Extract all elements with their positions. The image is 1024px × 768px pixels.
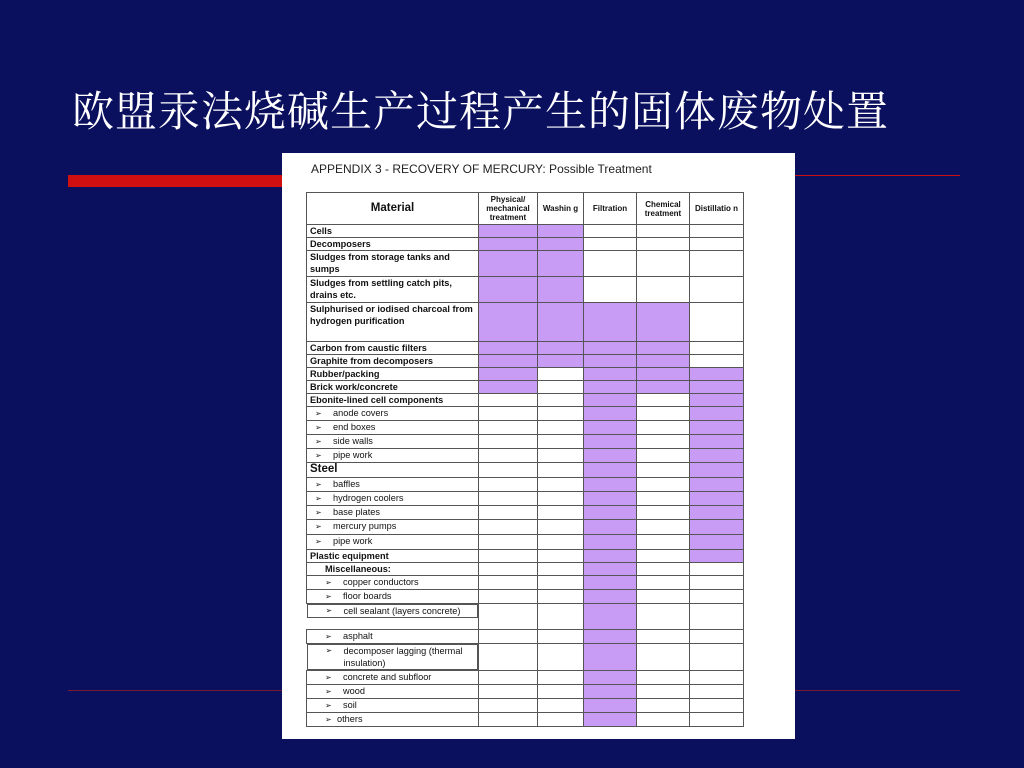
material-cell — [307, 520, 479, 535]
material-cell — [307, 590, 479, 604]
treatment-cell-applicable — [584, 644, 637, 671]
treatment-cell-applicable — [637, 355, 690, 368]
material-cell — [307, 449, 479, 463]
row-label: copper conductors — [343, 577, 419, 587]
treatment-cell-empty — [538, 699, 584, 713]
material-cell — [307, 576, 479, 590]
treatment-cell-applicable — [584, 713, 637, 727]
header-chemical: Chemical treatment — [637, 193, 690, 225]
bullet-arrow-icon: ➢ — [325, 632, 332, 641]
treatment-table-wrap — [306, 192, 744, 727]
row-label: Carbon from caustic filters — [307, 342, 479, 355]
treatment-cell-empty — [538, 671, 584, 685]
treatment-cell-empty — [584, 277, 637, 303]
bullet-arrow-icon: ➢ — [315, 423, 322, 432]
material-cell — [307, 506, 479, 520]
treatment-cell-applicable — [690, 478, 744, 492]
treatment-cell-empty — [538, 381, 584, 394]
treatment-cell-applicable — [584, 563, 637, 576]
treatment-cell-applicable — [479, 355, 538, 368]
treatment-cell-applicable — [690, 506, 744, 520]
treatment-cell-empty — [637, 604, 690, 630]
table-row — [307, 342, 744, 355]
treatment-cell-empty — [538, 550, 584, 563]
material-cell — [307, 644, 479, 670]
treatment-cell-applicable — [584, 506, 637, 520]
table-row — [307, 421, 744, 435]
treatment-cell-empty — [637, 520, 690, 535]
treatment-cell-applicable — [690, 435, 744, 449]
header-filtration: Filtration — [584, 193, 637, 225]
table-row — [307, 368, 744, 381]
treatment-cell-applicable — [538, 238, 584, 251]
treatment-cell-empty — [690, 713, 744, 727]
bullet-arrow-icon: ➢ — [315, 494, 322, 503]
treatment-cell-empty — [637, 251, 690, 277]
treatment-cell-empty — [538, 394, 584, 407]
treatment-cell-applicable — [584, 394, 637, 407]
treatment-cell-empty — [690, 630, 744, 644]
treatment-cell-applicable — [690, 520, 744, 535]
table-row — [307, 463, 744, 478]
row-label: anode covers — [333, 408, 389, 418]
table-row — [307, 644, 744, 671]
slide-title: 欧盟汞法烧碱生产过程产生的固体废物处置 — [72, 87, 890, 136]
treatment-cell-empty — [690, 644, 744, 671]
treatment-cell-empty — [690, 671, 744, 685]
treatment-cell-empty — [637, 630, 690, 644]
table-row — [307, 550, 744, 563]
bullet-arrow-icon: ➢ — [325, 701, 332, 710]
title-underline-bar — [68, 175, 283, 187]
treatment-cell-empty — [637, 590, 690, 604]
row-label: concrete and subfloor — [343, 672, 432, 682]
treatment-cell-empty — [538, 506, 584, 520]
treatment-cell-applicable — [479, 303, 538, 342]
table-row — [307, 277, 744, 303]
treatment-cell-empty — [584, 238, 637, 251]
footer-line-left — [68, 690, 282, 691]
table-row — [307, 506, 744, 520]
material-cell — [307, 407, 479, 421]
treatment-cell-empty — [538, 535, 584, 550]
material-cell — [307, 421, 479, 435]
treatment-cell-empty — [637, 238, 690, 251]
row-label: Sludges from settling catch pits, drains etc. — [307, 277, 479, 303]
treatment-cell-empty — [690, 277, 744, 303]
row-label: cell sealant (layers concrete) — [343, 606, 461, 616]
treatment-cell-applicable — [479, 238, 538, 251]
treatment-cell-empty — [479, 407, 538, 421]
treatment-cell-empty — [637, 225, 690, 238]
treatment-cell-empty — [479, 520, 538, 535]
treatment-cell-empty — [538, 463, 584, 478]
treatment-cell-empty — [479, 576, 538, 590]
bullet-arrow-icon: ➢ — [325, 592, 332, 601]
treatment-cell-empty — [637, 463, 690, 478]
treatment-cell-empty — [538, 604, 584, 630]
material-cell — [307, 671, 479, 685]
material-cell — [307, 535, 479, 550]
treatment-cell-applicable — [584, 449, 637, 463]
table-row — [307, 699, 744, 713]
material-cell — [307, 630, 479, 644]
treatment-cell-empty — [690, 699, 744, 713]
header-physical: Physical/ mechanical treatment — [479, 193, 538, 225]
treatment-cell-empty — [690, 563, 744, 576]
treatment-cell-applicable — [584, 535, 637, 550]
table-row — [307, 563, 744, 576]
row-label: Sulphurised or iodised charcoal from hydrogen purification — [307, 303, 479, 342]
treatment-cell-applicable — [584, 550, 637, 563]
header-washing: Washin g — [538, 193, 584, 225]
treatment-cell-applicable — [538, 225, 584, 238]
treatment-cell-applicable — [479, 251, 538, 277]
treatment-cell-applicable — [538, 355, 584, 368]
treatment-cell-empty — [538, 576, 584, 590]
treatment-cell-applicable — [690, 535, 744, 550]
treatment-cell-applicable — [479, 368, 538, 381]
treatment-cell-empty — [479, 713, 538, 727]
bullet-arrow-icon: ➢ — [315, 537, 322, 546]
treatment-cell-applicable — [584, 381, 637, 394]
treatment-cell-applicable — [584, 303, 637, 342]
treatment-cell-empty — [538, 421, 584, 435]
row-label: Graphite from decomposers — [307, 355, 479, 368]
footer-line-right — [795, 690, 960, 691]
treatment-cell-applicable — [690, 421, 744, 435]
treatment-cell-empty — [690, 251, 744, 277]
treatment-cell-applicable — [584, 604, 637, 630]
bullet-arrow-icon: ➢ — [315, 508, 322, 517]
treatment-cell-empty — [690, 576, 744, 590]
treatment-cell-applicable — [690, 381, 744, 394]
treatment-cell-applicable — [538, 277, 584, 303]
treatment-cell-empty — [690, 225, 744, 238]
treatment-cell-empty — [479, 421, 538, 435]
bullet-arrow-icon: ➢ — [325, 606, 333, 615]
table-row — [307, 604, 744, 630]
treatment-cell-empty — [538, 407, 584, 421]
row-label: asphalt — [343, 631, 373, 641]
table-row — [307, 238, 744, 251]
treatment-cell-empty — [637, 421, 690, 435]
row-label: baffles — [333, 479, 360, 489]
material-cell — [307, 478, 479, 492]
treatment-cell-applicable — [584, 590, 637, 604]
bullet-arrow-icon: ➢ — [325, 646, 333, 655]
treatment-cell-empty — [637, 492, 690, 506]
treatment-cell-empty — [637, 699, 690, 713]
treatment-cell-empty — [538, 563, 584, 576]
treatment-cell-empty — [538, 685, 584, 699]
treatment-cell-empty — [690, 685, 744, 699]
treatment-cell-applicable — [584, 685, 637, 699]
material-cell — [307, 713, 479, 727]
table-row — [307, 251, 744, 277]
treatment-cell-applicable — [690, 492, 744, 506]
table-row — [307, 449, 744, 463]
row-label: decomposer lagging (thermal insulation) — [343, 646, 463, 668]
treatment-cell-empty — [637, 644, 690, 671]
treatment-cell-applicable — [479, 342, 538, 355]
bullet-arrow-icon: ➢ — [325, 673, 332, 682]
row-label: Ebonite-lined cell components — [307, 394, 479, 407]
treatment-cell-applicable — [690, 463, 744, 478]
appendix-document-image — [282, 153, 795, 739]
treatment-cell-empty — [538, 520, 584, 535]
treatment-cell-empty — [479, 671, 538, 685]
treatment-cell-applicable — [690, 368, 744, 381]
row-label: side walls — [333, 436, 373, 446]
treatment-cell-applicable — [584, 520, 637, 535]
table-row — [307, 225, 744, 238]
row-label: pipe work — [333, 450, 373, 460]
treatment-cell-applicable — [479, 277, 538, 303]
treatment-cell-empty — [479, 478, 538, 492]
treatment-cell-empty — [479, 604, 538, 630]
treatment-cell-empty — [690, 238, 744, 251]
treatment-cell-empty — [637, 685, 690, 699]
treatment-cell-empty — [479, 550, 538, 563]
treatment-cell-empty — [637, 535, 690, 550]
table-row — [307, 303, 744, 342]
treatment-cell-empty — [538, 644, 584, 671]
treatment-cell-applicable — [584, 463, 637, 478]
treatment-cell-empty — [479, 463, 538, 478]
row-label: Rubber/packing — [307, 368, 479, 381]
treatment-cell-applicable — [584, 368, 637, 381]
treatment-cell-empty — [637, 713, 690, 727]
treatment-cell-applicable — [479, 381, 538, 394]
row-label: floor boards — [343, 591, 392, 601]
row-label: base plates — [333, 507, 380, 517]
treatment-cell-applicable — [584, 671, 637, 685]
row-label: Cells — [307, 225, 479, 238]
treatment-cell-empty — [479, 449, 538, 463]
row-label: soil — [343, 700, 357, 710]
treatment-cell-empty — [584, 225, 637, 238]
treatment-cell-empty — [479, 590, 538, 604]
table-row — [307, 492, 744, 506]
treatment-cell-applicable — [584, 435, 637, 449]
treatment-cell-empty — [538, 630, 584, 644]
bullet-arrow-icon: ➢ — [315, 409, 322, 418]
treatment-cell-applicable — [584, 355, 637, 368]
treatment-cell-applicable — [584, 478, 637, 492]
treatment-cell-empty — [479, 435, 538, 449]
treatment-cell-empty — [690, 355, 744, 368]
table-row — [307, 685, 744, 699]
row-label: wood — [343, 686, 365, 696]
treatment-cell-applicable — [584, 407, 637, 421]
bullet-arrow-icon: ➢ — [315, 451, 322, 460]
treatment-cell-empty — [637, 563, 690, 576]
treatment-cell-empty — [479, 685, 538, 699]
material-cell — [307, 604, 479, 618]
table-row — [307, 590, 744, 604]
appendix-heading: APPENDIX 3 - RECOVERY OF MERCURY: Possible Treatment — [311, 162, 652, 176]
treatment-cell-empty — [637, 550, 690, 563]
treatment-cell-empty — [584, 251, 637, 277]
table-row — [307, 381, 744, 394]
bullet-arrow-icon: ➢ — [325, 687, 332, 696]
treatment-cell-applicable — [479, 225, 538, 238]
treatment-cell-empty — [538, 449, 584, 463]
table-row — [307, 407, 744, 421]
header-distillation: Distillatio n — [690, 193, 744, 225]
row-label: Steel — [307, 463, 479, 478]
treatment-cell-empty — [637, 407, 690, 421]
row-label: mercury pumps — [333, 521, 397, 531]
treatment-cell-applicable — [690, 449, 744, 463]
header-material: Material — [307, 193, 479, 225]
treatment-cell-empty — [479, 644, 538, 671]
treatment-cell-empty — [637, 671, 690, 685]
treatment-cell-empty — [479, 630, 538, 644]
treatment-cell-empty — [538, 435, 584, 449]
table-row — [307, 671, 744, 685]
treatment-cell-applicable — [584, 421, 637, 435]
treatment-cell-empty — [637, 394, 690, 407]
table-row — [307, 520, 744, 535]
title-underline-line — [795, 175, 960, 176]
treatment-cell-empty — [479, 492, 538, 506]
material-cell — [307, 435, 479, 449]
treatment-cell-applicable — [584, 699, 637, 713]
table-row — [307, 478, 744, 492]
bullet-arrow-icon: ➢ — [315, 480, 322, 489]
treatment-cell-empty — [637, 277, 690, 303]
bullet-arrow-icon: ➢ — [325, 715, 332, 724]
treatment-cell-applicable — [584, 630, 637, 644]
table-row — [307, 713, 744, 727]
treatment-cell-empty — [538, 492, 584, 506]
treatment-cell-empty — [637, 435, 690, 449]
treatment-table — [306, 192, 744, 727]
treatment-cell-applicable — [637, 381, 690, 394]
treatment-cell-applicable — [690, 407, 744, 421]
treatment-cell-empty — [479, 506, 538, 520]
treatment-cell-applicable — [637, 303, 690, 342]
table-row — [307, 435, 744, 449]
treatment-cell-applicable — [637, 342, 690, 355]
bullet-arrow-icon: ➢ — [315, 522, 322, 531]
table-row — [307, 355, 744, 368]
treatment-cell-applicable — [538, 303, 584, 342]
treatment-cell-empty — [690, 303, 744, 342]
treatment-cell-empty — [538, 478, 584, 492]
treatment-cell-empty — [479, 563, 538, 576]
treatment-cell-empty — [637, 576, 690, 590]
treatment-cell-empty — [637, 506, 690, 520]
treatment-cell-applicable — [584, 492, 637, 506]
row-label: Sludges from storage tanks and sumps — [307, 251, 479, 277]
treatment-cell-applicable — [538, 251, 584, 277]
treatment-cell-empty — [637, 449, 690, 463]
table-row — [307, 576, 744, 590]
row-label: Brick work/concrete — [307, 381, 479, 394]
bullet-arrow-icon: ➢ — [325, 578, 332, 587]
row-label: pipe work — [333, 536, 373, 546]
material-cell — [307, 685, 479, 699]
treatment-cell-empty — [538, 368, 584, 381]
treatment-cell-applicable — [584, 576, 637, 590]
table-row — [307, 394, 744, 407]
treatment-cell-empty — [479, 394, 538, 407]
treatment-cell-applicable — [637, 368, 690, 381]
table-row — [307, 535, 744, 550]
treatment-cell-empty — [690, 604, 744, 630]
row-label: others — [337, 714, 363, 724]
row-label: Decomposers — [307, 238, 479, 251]
bullet-arrow-icon: ➢ — [315, 437, 322, 446]
material-cell — [307, 492, 479, 506]
material-cell — [307, 699, 479, 713]
row-label: hydrogen coolers — [333, 493, 404, 503]
row-label: Plastic equipment — [307, 550, 479, 563]
table-header-row — [307, 193, 744, 225]
treatment-cell-applicable — [584, 342, 637, 355]
treatment-cell-empty — [479, 699, 538, 713]
treatment-cell-applicable — [690, 394, 744, 407]
treatment-cell-applicable — [690, 550, 744, 563]
treatment-cell-empty — [690, 590, 744, 604]
treatment-cell-empty — [637, 478, 690, 492]
treatment-cell-empty — [690, 342, 744, 355]
row-label: Miscellaneous: — [307, 563, 479, 576]
treatment-cell-empty — [538, 590, 584, 604]
treatment-cell-empty — [538, 713, 584, 727]
treatment-cell-applicable — [538, 342, 584, 355]
table-row — [307, 630, 744, 644]
treatment-cell-empty — [479, 535, 538, 550]
row-label: end boxes — [333, 422, 376, 432]
